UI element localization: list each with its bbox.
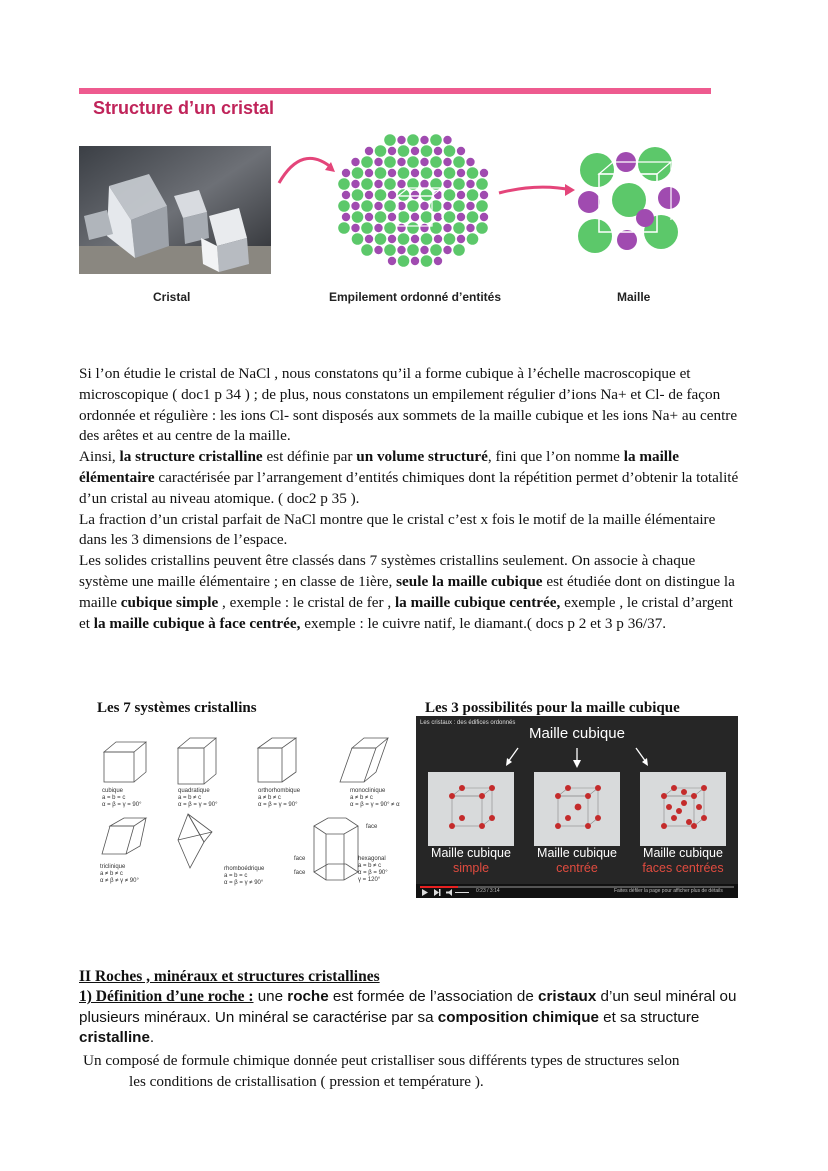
sodium-ion-sphere: [397, 136, 405, 144]
system-label-6: a = b ≠ c: [358, 863, 382, 869]
system-label-1: α = β = γ = 90°: [178, 802, 218, 808]
chloride-ion-sphere: [430, 134, 442, 146]
sodium-ion-sphere: [480, 169, 488, 177]
system-label-0: cubique: [102, 788, 124, 794]
system-label-6: hexagonal: [358, 856, 386, 862]
chloride-ion-sphere: [407, 156, 419, 168]
system-label-0: a = b = c: [102, 795, 126, 801]
system-label-5: rhomboédrique: [224, 866, 265, 872]
sodium-ion-sphere: [443, 180, 451, 188]
sodium-ion-sphere: [365, 191, 373, 199]
video-progress-fill: [420, 886, 458, 888]
sodium-ion-sphere: [466, 202, 474, 210]
chloride-ion-sphere: [467, 233, 479, 245]
system-label-1: quadratique: [178, 788, 210, 794]
chloride-ion-sphere: [338, 178, 350, 190]
sodium-ion-sphere: [365, 169, 373, 177]
sodium-ion-sphere: [443, 202, 451, 210]
sodium-ion-sphere: [365, 235, 373, 243]
chloride-ion-sphere: [384, 244, 396, 256]
sodium-ion-sphere: [457, 169, 465, 177]
sodium-ion-sphere: [434, 191, 442, 199]
chloride-ion-sphere: [375, 167, 387, 179]
system-label-0: α = β = γ = 90°: [102, 802, 142, 808]
sodium-ion-sphere: [480, 213, 488, 221]
sodium-ion-sphere: [420, 158, 428, 166]
system-label-2: a ≠ b ≠ c: [258, 795, 281, 801]
chloride-ion-sphere: [421, 255, 433, 267]
chloride-ion-sphere: [375, 233, 387, 245]
centered-cubic-card: [534, 772, 620, 846]
sodium-ion-sphere: [457, 235, 465, 243]
paragraph-structure: Ainsi, la structure cristalline est définie par un volume structuré, fini que l’on nomme la maille élémentaire caractérisée par l’arrangement d’entités chimiques dont la répétition permet d’obtenir la totalité d’un cristal au niveau atomique. ( doc2 p 35 ).: [79, 448, 739, 507]
chloride-ion-sphere: [384, 134, 396, 146]
sodium-ion-sphere: [411, 213, 419, 221]
chloride-ion-sphere: [467, 167, 479, 179]
face-centered-cubic-label: Maille cubique faces centrées: [642, 846, 724, 875]
play-icon[interactable]: [422, 889, 428, 896]
chloride-ion-sphere: [476, 178, 488, 190]
pointer-arrows: [504, 744, 650, 772]
chloride-ion-sphere: [444, 211, 456, 223]
chloride-ion-sphere: [361, 200, 373, 212]
centered-cubic-label: Maille cubique centrée: [537, 846, 617, 875]
rock-definition: 1) Définition d’une roche : une roche est formée de l’association de cristaux d’un seul minéral ou plusieurs minéraux. Un minéral se caractérise par sa composition chimique et sa structure cristalline.: [79, 988, 737, 1047]
sodium-ion-sphere: [374, 224, 382, 232]
chloride-ion-sphere: [398, 167, 410, 179]
sodium-ion-sphere: [351, 180, 359, 188]
system-label-6: α = β = 90°: [358, 870, 388, 876]
sodium-ion-sphere: [388, 147, 396, 155]
figure-accent-bar: [79, 88, 711, 94]
sodium-ion-sphere: [342, 191, 350, 199]
chloride-ion-sphere: [398, 145, 410, 157]
crystal-systems-diagram: [82, 722, 400, 900]
chloride-ion-sphere: [421, 189, 433, 201]
chloride-ion-sphere: [398, 255, 410, 267]
chloride-ion-sphere: [375, 189, 387, 201]
sodium-ion-sphere: [434, 147, 442, 155]
chloride-ion-sphere: [361, 222, 373, 234]
chloride-ion-sphere: [421, 233, 433, 245]
sodium-ion-sphere: [388, 257, 396, 265]
sodium-ion-sphere: [466, 158, 474, 166]
chloride-ion-sphere: [352, 233, 364, 245]
sodium-ion-sphere: [388, 191, 396, 199]
sodium-ion-sphere: [397, 180, 405, 188]
chloride-ion-sphere: [398, 211, 410, 223]
chloride-ion-sphere: [453, 178, 465, 190]
ordered-stacking-illustration: [334, 128, 499, 278]
system-label-3: α = β = γ = 90° ≠ α: [350, 802, 400, 808]
sodium-ion-sphere: [365, 213, 373, 221]
chloride-ion-sphere: [444, 233, 456, 245]
chloride-ion-sphere: [421, 211, 433, 223]
system-label-5: α = β = γ ≠ 90°: [224, 880, 264, 886]
cubic-heading: Les 3 possibilités pour la maille cubique: [425, 700, 680, 716]
chloride-ion-sphere: [384, 156, 396, 168]
video-scroll-hint: Faites défiler la page pour afficher plus de détails: [614, 888, 723, 894]
sodium-ion-sphere: [457, 147, 465, 155]
system-label-4: a ≠ b ≠ c: [100, 871, 123, 877]
sodium-ion-sphere: [411, 147, 419, 155]
chloride-ion-sphere: [361, 244, 373, 256]
sodium-ion-sphere: [411, 169, 419, 177]
paragraph-fraction: La fraction d’un cristal parfait de NaCl montre que le cristal c’est x fois le motif de la maille élémentaire dans les 3 dimensions de l’espace.: [79, 510, 716, 549]
sodium-ion-sphere: [457, 191, 465, 199]
chloride-ion-sphere: [453, 156, 465, 168]
sodium-ion-sphere: [374, 202, 382, 210]
sodium-ion-sphere: [434, 169, 442, 177]
face-label: face: [294, 870, 306, 876]
sodium-ion-sphere: [466, 224, 474, 232]
system-label-3: monoclinique: [350, 788, 386, 794]
sodium-ion-sphere: [466, 180, 474, 188]
video-title: Maille cubique: [529, 725, 625, 742]
section-2: [79, 968, 759, 1092]
sodium-ion-sphere: [443, 158, 451, 166]
sodium-ion-sphere: [411, 235, 419, 243]
chloride-ion-sphere: [338, 200, 350, 212]
face-label: face: [294, 856, 306, 862]
paragraph-systems: Les solides cristallins peuvent être classés dans 7 systèmes cristallins seulement. On associe à chaque système une maille élémentaire ; en classe de 1ière, seule la maille cubique est étudiée dont on distingue la maille cubique simple , exemple : le cristal de fer , la maille cubique centrée, exemple , le cristal d’argent et la maille cubique à face centrée, exemple : le cuivre natif, le diamant.( docs p 2 et 3 p 36/37.: [79, 552, 735, 632]
system-label-4: triclinique: [100, 864, 126, 870]
crystal-photo: [79, 146, 271, 274]
chloride-ion-sphere: [384, 200, 396, 212]
caption-maille: Maille: [617, 290, 651, 304]
body-text: [79, 364, 741, 634]
system-label-2: orthorhombique: [258, 788, 301, 794]
chloride-ion-sphere: [453, 200, 465, 212]
chloride-ion-sphere: [430, 244, 442, 256]
sodium-ion-sphere: [388, 169, 396, 177]
simple-cubic-cell: [428, 772, 514, 846]
section-2-heading: II Roches , minéraux et structures cristallines: [79, 968, 380, 985]
chloride-ion-sphere: [407, 244, 419, 256]
sodium-ion-sphere: [443, 136, 451, 144]
chloride-ion-sphere: [444, 189, 456, 201]
sodium-ion-sphere: [388, 213, 396, 221]
chloride-ion-sphere: [338, 222, 350, 234]
volume-icon[interactable]: [446, 889, 452, 896]
simple-cubic-card: [428, 772, 514, 846]
sodium-ion-sphere: [443, 224, 451, 232]
chloride-ion-sphere: [407, 222, 419, 234]
chloride-ion-sphere: [453, 222, 465, 234]
chloride-ion-sphere: [375, 145, 387, 157]
sodium-ion-sphere: [411, 257, 419, 265]
chloride-ion-sphere: [361, 178, 373, 190]
chloride-ion-sphere: [398, 233, 410, 245]
unit-cell-illustration: [569, 140, 689, 260]
sodium-ion-sphere: [434, 257, 442, 265]
sodium-ion-sphere: [374, 180, 382, 188]
sodium-ion-sphere: [365, 147, 373, 155]
sodium-ion-sphere: [397, 158, 405, 166]
sodium-ion-sphere: [434, 235, 442, 243]
next-icon[interactable]: [434, 889, 439, 896]
system-label-1: a = b ≠ c: [178, 795, 202, 801]
centered-cubic-cell: [534, 772, 620, 846]
arrow-icon: [497, 148, 577, 198]
sodium-ion-sphere: [397, 246, 405, 254]
sodium-ion-sphere: [420, 246, 428, 254]
chloride-ion-sphere: [453, 244, 465, 256]
video-time: 0:23 / 3:14: [476, 888, 500, 894]
sodium-ion-sphere: [374, 158, 382, 166]
sodium-ion-sphere: [480, 191, 488, 199]
caption-cristal: Cristal: [153, 290, 191, 304]
sodium-ion-sphere: [457, 213, 465, 221]
chloride-ion-sphere: [476, 222, 488, 234]
chloride-ion-sphere: [421, 145, 433, 157]
face-centered-cubic-cell: [640, 772, 726, 846]
chloride-ion-sphere: [352, 167, 364, 179]
arrow-icon: [277, 138, 337, 188]
chloride-ion-sphere: [361, 156, 373, 168]
face-centered-cubic-card: [640, 772, 726, 846]
chloride-ion-sphere: [407, 134, 419, 146]
simple-cubic-label: Maille cubique simple: [431, 846, 511, 875]
sodium-ion-sphere: [351, 202, 359, 210]
system-label-6: γ = 120°: [358, 877, 381, 883]
chloride-ion-sphere: [467, 189, 479, 201]
chloride-ion-sphere: [352, 189, 364, 201]
sodium-ion-sphere: [351, 158, 359, 166]
sodium-ion-sphere: [420, 202, 428, 210]
sodium-ion-sphere: [420, 180, 428, 188]
chloride-ion-sphere: [467, 211, 479, 223]
system-label-3: a ≠ b ≠ c: [350, 795, 373, 801]
sodium-ion-sphere: [411, 191, 419, 199]
face-label: face: [366, 824, 378, 830]
sodium-ion-sphere: [351, 224, 359, 232]
sodium-ion-sphere: [434, 213, 442, 221]
system-label-4: α ≠ β ≠ γ ≠ 90°: [100, 878, 139, 884]
chloride-ion-sphere: [444, 145, 456, 157]
sodium-ion-sphere: [374, 246, 382, 254]
system-label-5: a = b = c: [224, 873, 248, 879]
chloride-ion-sphere: [384, 222, 396, 234]
video-player[interactable]: [416, 716, 738, 898]
chloride-ion-sphere: [375, 211, 387, 223]
systems-heading: Les 7 systèmes cristallins: [97, 700, 257, 716]
system-label-2: α = β = γ = 90°: [258, 802, 298, 808]
sodium-ion-sphere: [420, 136, 428, 144]
sodium-ion-sphere: [443, 246, 451, 254]
paragraph-nacl: Si l’on étudie le cristal de NaCl , nous constatons qu’il a forme cubique à l’échelle macroscopique et microscopique ( doc1 p 34 ) ; de plus, nous constatons un empilement régulier d’ions Na+ et Cl- de façon ordonnée et régulière : les ions Cl- sont disposés aux sommets de la maille cubique et les ions Na+ au centre des arêtes et au centre de la maille.: [79, 365, 738, 445]
sodium-ion-sphere: [420, 224, 428, 232]
chloride-ion-sphere: [476, 200, 488, 212]
chloride-ion-sphere: [407, 200, 419, 212]
sodium-ion-sphere: [342, 169, 350, 177]
figure-title: Structure d’un cristal: [93, 98, 275, 118]
sodium-ion-sphere: [388, 235, 396, 243]
video-top-bar: Les cristaux : des édifices ordonnés: [420, 720, 516, 726]
chloride-ion-sphere: [421, 167, 433, 179]
chloride-ion-sphere: [430, 156, 442, 168]
chloride-ion-sphere: [352, 211, 364, 223]
polymorphism-paragraph: Un composé de formule chimique donnée peut cristalliser sous différents types de structures selon les conditions de cristallisation ( pression et température ).: [83, 1051, 680, 1090]
chloride-ion-sphere: [384, 178, 396, 190]
chloride-ion-sphere: [444, 167, 456, 179]
sodium-ion-sphere: [342, 213, 350, 221]
player-controls: [422, 889, 472, 897]
caption-empilement: Empilement ordonné d’entités: [329, 290, 502, 304]
crystal-structure-figure: [79, 88, 711, 318]
